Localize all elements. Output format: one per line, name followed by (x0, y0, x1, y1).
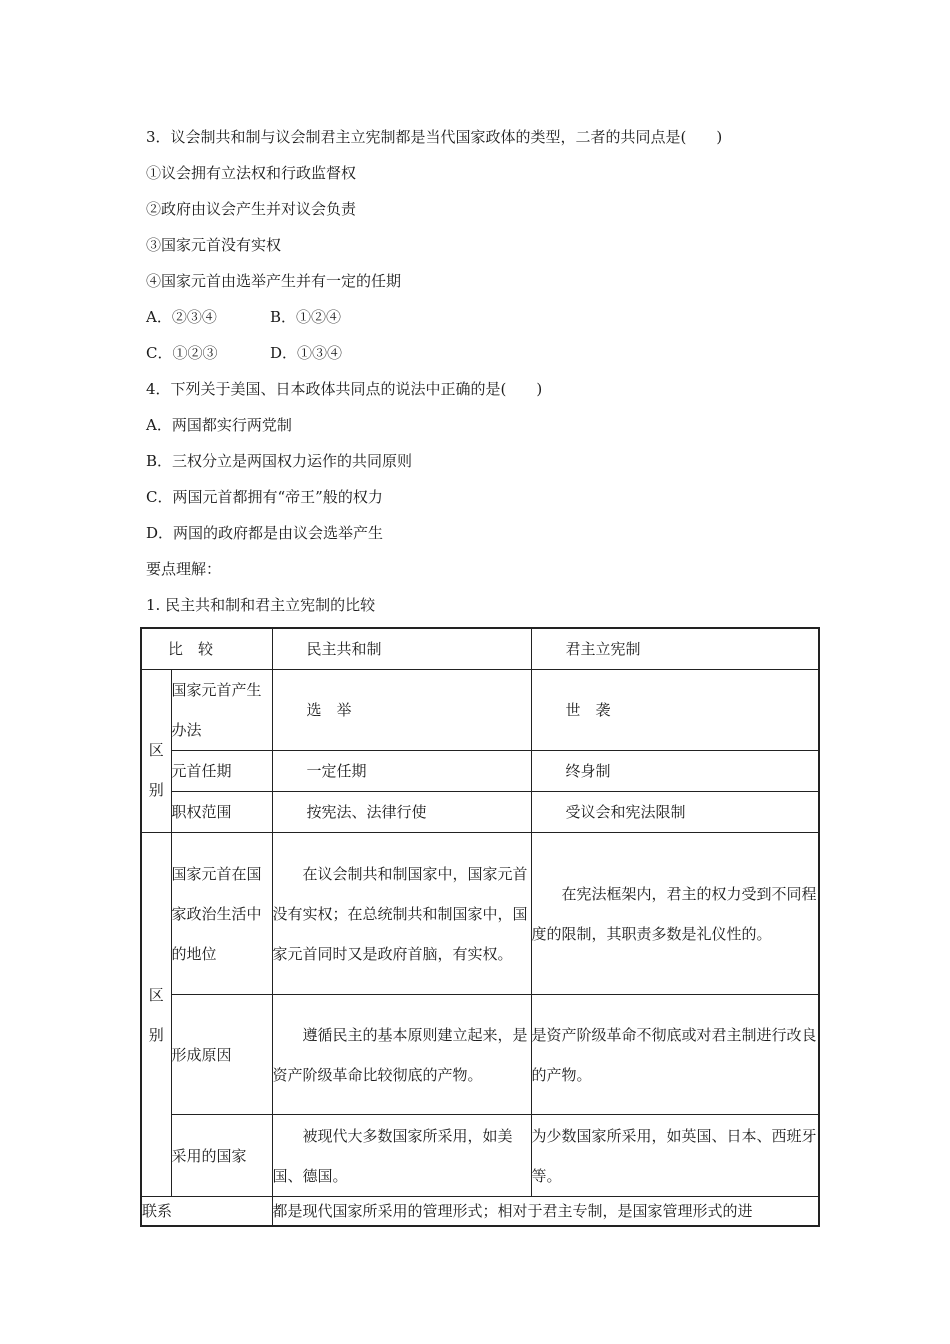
link-label: 联系 (141, 1197, 272, 1227)
header-compare: 比 较 (141, 628, 272, 670)
q4-option-d: D．两国的政府都是由议会选举产生 (146, 524, 384, 542)
row-item: 职权范围 (171, 792, 272, 833)
table-header-row (141, 628, 819, 670)
table-row (141, 1115, 819, 1197)
points-subheading: 1. 民主共和制和君主立宪制的比较 (146, 596, 376, 614)
row-monarchy: 终身制 (531, 751, 819, 792)
q3-option-a: A．②③④ (146, 308, 217, 326)
group2-label: 区别 (141, 833, 171, 1197)
row-item: 元首任期 (171, 751, 272, 792)
row-republic: 按宪法、法律行使 (272, 792, 531, 833)
table-row (141, 751, 819, 792)
q4-option-a: A．两国都实行两党制 (146, 416, 292, 434)
table-row (141, 792, 819, 833)
q3-option-d: D．①③④ (270, 344, 343, 362)
q3-option-b: B．①②④ (270, 308, 342, 326)
group1-label: 区别 (141, 670, 171, 833)
row-item: 形成原因 (171, 995, 272, 1115)
q3-stem: 3．议会制共和制与议会制君主立宪制都是当代国家政体的类型，二者的共同点是( ) (146, 128, 723, 146)
q4-option-b: B．三权分立是两国权力运作的共同原则 (146, 452, 413, 470)
q3-option-c: C．①②③ (146, 344, 218, 362)
table-row (141, 995, 819, 1115)
q4-option-c: C．两国元首都拥有“帝王”般的权力 (146, 488, 383, 506)
row-item: 国家元首在国家政治生活中的地位 (171, 833, 272, 995)
row-item: 采用的国家 (171, 1115, 272, 1197)
row-monarchy: 世 袭 (531, 670, 819, 751)
row-monarchy: 受议会和宪法限制 (531, 792, 819, 833)
table-row (141, 833, 819, 995)
row-republic: 被现代大多数国家所采用，如美国、德国。 (272, 1115, 531, 1197)
row-monarchy: 是资产阶级革命不彻底或对君主制进行改良的产物。 (531, 995, 819, 1115)
row-monarchy: 在宪法框架内，君主的权力受到不同程度的限制，其职责多数是礼仪性的。 (531, 833, 819, 995)
q4-stem: 4．下列关于美国、日本政体共同点的说法中正确的是( ) (146, 380, 543, 398)
header-monarchy: 君主立宪制 (531, 628, 819, 670)
q3-item-1: ①议会拥有立法权和行政监督权 (146, 164, 357, 182)
header-republic: 民主共和制 (272, 628, 531, 670)
row-republic: 在议会制共和制国家中，国家元首没有实权；在总统制共和制国家中，国家元首同时又是政府首脑，有实权。 (272, 833, 531, 995)
q3-item-4: ④国家元首由选举产生并有一定的任期 (146, 272, 402, 290)
row-republic: 遵循民主的基本原则建立起来，是资产阶级革命比较彻底的产物。 (272, 995, 531, 1115)
row-monarchy: 为少数国家所采用，如英国、日本、西班牙等。 (531, 1115, 819, 1197)
q3-item-3: ③国家元首没有实权 (146, 236, 282, 254)
comparison-table (140, 627, 820, 1227)
points-heading: 要点理解： (146, 560, 222, 578)
link-text: 都是现代国家所采用的管理形式；相对于君主专制，是国家管理形式的进 (272, 1197, 819, 1227)
table-row (141, 670, 819, 751)
row-republic: 选 举 (272, 670, 531, 751)
q3-item-2: ②政府由议会产生并对议会负责 (146, 200, 357, 218)
table-row (141, 1197, 819, 1227)
row-item: 国家元首产生办法 (171, 670, 272, 751)
row-republic: 一定任期 (272, 751, 531, 792)
